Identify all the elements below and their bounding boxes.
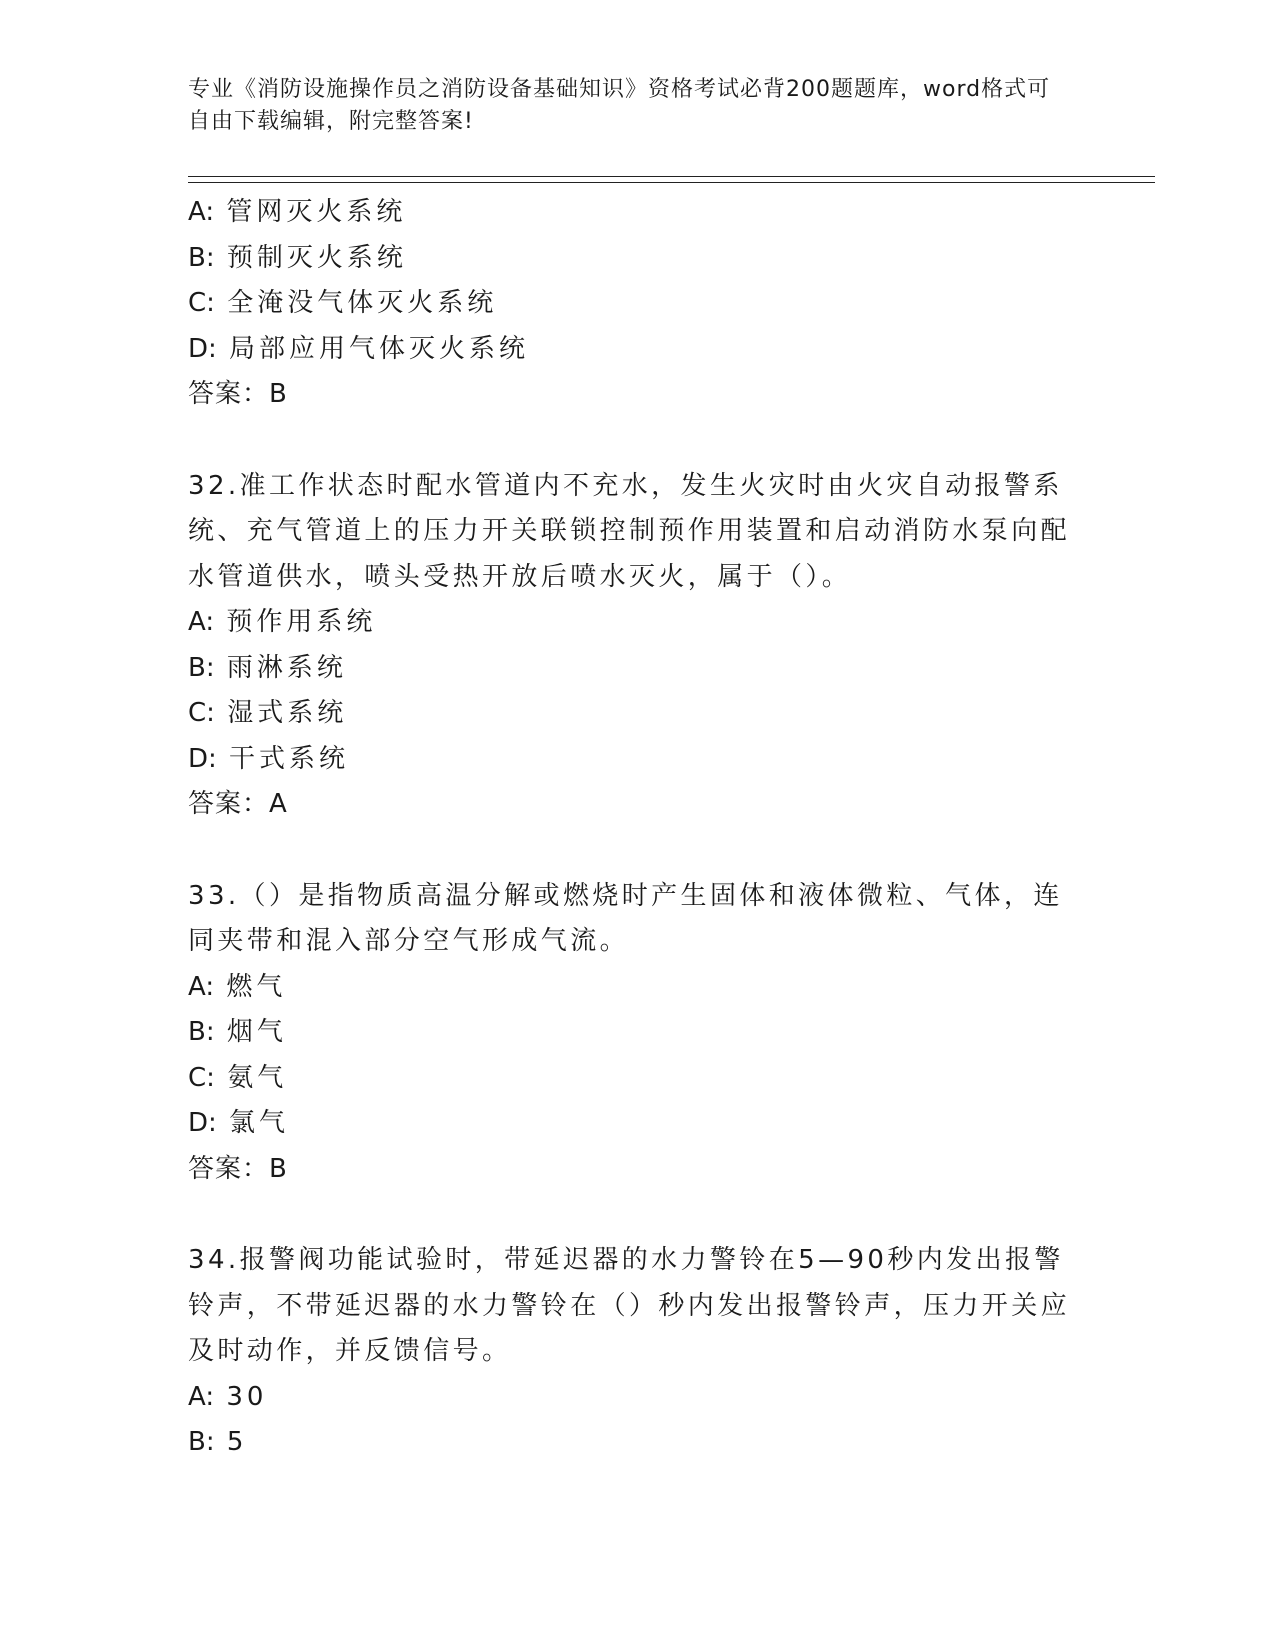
option-c: C: 湿式系统 (188, 698, 348, 728)
question-33 (188, 874, 1088, 1193)
question-34 (188, 1238, 1088, 1466)
question-31-options (188, 190, 1088, 418)
option-d: D: 干式系统 (188, 743, 350, 774)
question-list (188, 190, 1088, 1466)
option-d: D: 氯气 (188, 1108, 290, 1138)
option-d: D: 局部应用气体灭火系统 (188, 333, 530, 364)
spacer (188, 828, 1088, 874)
answer-line: 答案：B (188, 1153, 288, 1184)
question-text: 33.（）是指物质高温分解或燃烧时产生固体和液体微粒、气体，连同夹带和混入部分空气形成气流。 (188, 880, 1063, 956)
header-rule-top (188, 176, 1155, 177)
question-text: 34.报警阀功能试验时，带延迟器的水力警铃在5—90秒内发出报警铃声，不带延迟器的水力警铃在（）秒内发出报警铃声，压力开关应及时动作，并反馈信号。 (188, 1245, 1071, 1366)
option-b: B: 5 (188, 1427, 248, 1457)
option-b: B: 烟气 (188, 1017, 287, 1047)
option-a: A: 30 (188, 1381, 268, 1412)
question-text: 32.准工作状态时配水管道内不充水，发生火灾时由火灾自动报警系统、充气管道上的压力开关联锁控制预作用装置和启动消防水泵向配水管道供水，喷头受热开放后喷水灭火，属于（）。 (188, 470, 1071, 592)
option-a: A: 管网灭火系统 (188, 197, 407, 227)
spacer (188, 1192, 1088, 1238)
header-rule-bottom (188, 182, 1155, 183)
option-a: A: 预作用系统 (188, 607, 377, 637)
option-b: B: 预制灭火系统 (188, 242, 407, 273)
option-c: C: 全淹没气体灭火系统 (188, 288, 498, 318)
option-b: B: 雨淋系统 (188, 652, 347, 683)
document-header: 专业《消防设施操作员之消防设备基础知识》资格考试必背200题题库，word格式可自由下载编辑，附完整答案! (188, 77, 1051, 134)
answer-line: 答案：B (188, 379, 288, 409)
answer-line: 答案：A (188, 789, 288, 819)
spacer (188, 418, 1088, 464)
option-c: C: 氨气 (188, 1062, 288, 1093)
option-a: A: 燃气 (188, 971, 287, 1002)
question-32 (188, 464, 1088, 828)
